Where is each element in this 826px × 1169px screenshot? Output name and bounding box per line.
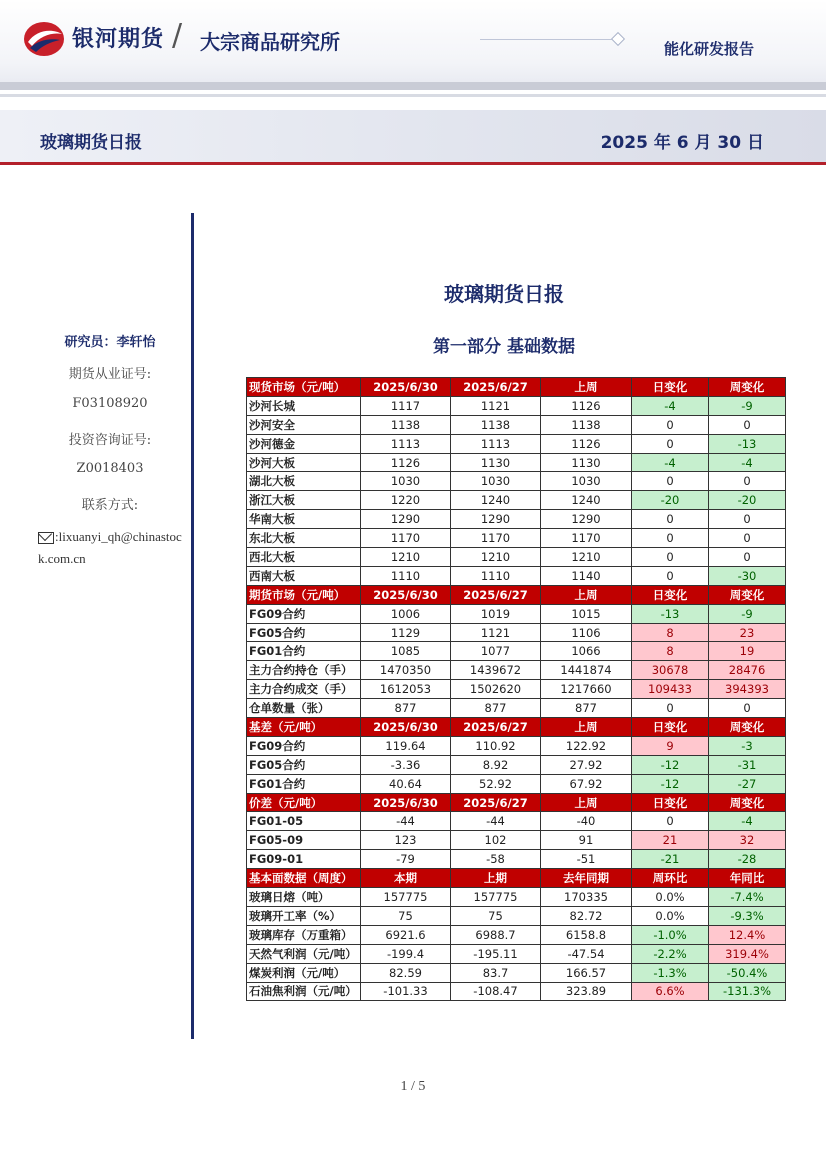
row-label: 浙江大板 [247,491,361,510]
table-row [247,812,786,831]
table-row [247,396,786,415]
row-label: 现货市场（元/吨） [247,378,361,397]
table-row [247,850,786,869]
table-cell: 1015 [541,604,632,623]
table-cell: 75 [451,906,541,925]
table-cell: 1126 [361,453,451,472]
table-cell: -9 [709,396,786,415]
table-cell: 2025/6/30 [361,793,451,812]
table-cell: 1126 [541,396,632,415]
table-cell: 1077 [451,642,541,661]
table-cell: -1.0% [632,925,709,944]
table-cell: 52.92 [451,774,541,793]
table-cell: -2.2% [632,944,709,963]
table-cell: 1170 [361,529,451,548]
table-cell: 28476 [709,661,786,680]
page-title: 玻璃期货日报 [444,282,564,306]
table-cell: -30 [709,566,786,585]
table-cell: 170335 [541,888,632,907]
table-cell: 1138 [361,415,451,434]
header-stripe-thin [0,94,826,97]
table-cell: 0 [709,472,786,491]
table-cell: 27.92 [541,755,632,774]
table-row [247,699,786,718]
row-label: FG01合约 [247,774,361,793]
table-cell: -131.3% [709,982,786,1001]
table-cell: 0.0% [632,906,709,925]
table-header-row [247,793,786,812]
table-row [247,491,786,510]
table-row [247,453,786,472]
row-label: 主力合约成交（手） [247,680,361,699]
table-cell: 2025/6/27 [451,378,541,397]
table-cell: 1085 [361,642,451,661]
table-cell: 123 [361,831,451,850]
table-cell: -12 [632,774,709,793]
table-cell: 1170 [541,529,632,548]
table-cell: 日变化 [632,793,709,812]
table-cell: 1240 [541,491,632,510]
table-header-row [247,718,786,737]
table-cell: 0 [632,812,709,831]
table-cell: -101.33 [361,982,451,1001]
table-row [247,680,786,699]
table-cell: 1130 [451,453,541,472]
row-label: 湖北大板 [247,472,361,491]
table-cell: 0 [632,434,709,453]
table-cell: 1129 [361,623,451,642]
table-row [247,925,786,944]
table-cell: 2025/6/27 [451,793,541,812]
table-cell: 1290 [451,510,541,529]
table-cell: -44 [361,812,451,831]
table-cell: 0 [632,699,709,718]
data-table [246,377,786,1001]
table-cell: -31 [709,755,786,774]
institute-name: 大宗商品研究所 [200,30,340,54]
table-cell: 1502620 [451,680,541,699]
table-cell: 91 [541,831,632,850]
table-cell: 19 [709,642,786,661]
table-row [247,944,786,963]
section-title: 第一部分 基础数据 [433,337,575,357]
contact-email[interactable] [38,526,188,570]
table-cell: 上周 [541,378,632,397]
contact-label: 联系方式: [81,498,139,513]
table-cell: 0 [709,548,786,567]
table-cell: 日变化 [632,585,709,604]
row-label: 玻璃开工率（%） [247,906,361,925]
table-cell: 2025/6/30 [361,378,451,397]
table-row [247,529,786,548]
galaxy-futures-logo-icon [22,20,66,58]
table-cell: 1217660 [541,680,632,699]
brand-divider: / [172,18,183,53]
table-cell: 1113 [361,434,451,453]
table-row [247,736,786,755]
table-cell: -20 [632,491,709,510]
table-cell: -47.54 [541,944,632,963]
table-cell: 1130 [541,453,632,472]
table-cell: -44 [451,812,541,831]
table-cell: 1612053 [361,680,451,699]
table-cell: -4 [709,453,786,472]
table-cell: -13 [632,604,709,623]
table-cell: 877 [451,699,541,718]
row-label: 煤炭利润（元/吨） [247,963,361,982]
table-cell: 1290 [361,510,451,529]
table-cell: -27 [709,774,786,793]
table-row [247,548,786,567]
table-cell: -3.36 [361,755,451,774]
table-cell: 1121 [451,623,541,642]
table-row [247,623,786,642]
table-cell: -4 [709,812,786,831]
table-cell: 8 [632,623,709,642]
table-row [247,604,786,623]
row-label: 沙河大板 [247,453,361,472]
table-cell: 上周 [541,793,632,812]
table-cell: -1.3% [632,963,709,982]
researcher-name: 研究员：李轩怡 [64,335,156,350]
table-cell: 102 [451,831,541,850]
table-cell: 1170 [451,529,541,548]
table-cell: 1110 [361,566,451,585]
row-label: 仓单数量（张） [247,699,361,718]
table-cell: 0 [632,415,709,434]
table-cell: 1210 [451,548,541,567]
table-cell: 2025/6/30 [361,718,451,737]
row-label: FG09-01 [247,850,361,869]
table-cell: 122.92 [541,736,632,755]
table-cell: 周变化 [709,718,786,737]
invest-cert-label: 投资咨询证号: [68,433,152,448]
table-cell: 67.92 [541,774,632,793]
table-cell: 2025/6/30 [361,585,451,604]
table-cell: 0 [632,566,709,585]
table-cell: 1439672 [451,661,541,680]
row-label: 沙河德金 [247,434,361,453]
table-cell: 1110 [451,566,541,585]
table-cell: 109433 [632,680,709,699]
table-cell: 319.4% [709,944,786,963]
table-cell: 1117 [361,396,451,415]
row-label: 玻璃日熔（吨） [247,888,361,907]
table-cell: -9 [709,604,786,623]
table-cell: 0 [632,510,709,529]
table-cell: -3 [709,736,786,755]
table-row [247,774,786,793]
table-cell: -4 [632,396,709,415]
table-cell: -28 [709,850,786,869]
table-cell: -20 [709,491,786,510]
table-cell: -58 [451,850,541,869]
table-header-row [247,585,786,604]
table-header-row [247,378,786,397]
decorative-line [480,39,616,40]
table-cell: 23 [709,623,786,642]
table-cell: 0 [709,510,786,529]
table-cell: 394393 [709,680,786,699]
table-cell: 1121 [451,396,541,415]
table-cell: 上周 [541,718,632,737]
table-cell: 40.64 [361,774,451,793]
table-row [247,888,786,907]
table-cell: -79 [361,850,451,869]
table-row [247,642,786,661]
table-cell: 323.89 [541,982,632,1001]
report-title-bar: 玻璃期货日报 [40,133,142,153]
row-label: 西南大板 [247,566,361,585]
table-row [247,566,786,585]
table-cell: 0 [709,529,786,548]
table-cell: 1441874 [541,661,632,680]
table-cell: -108.47 [451,982,541,1001]
row-label: 华南大板 [247,510,361,529]
table-cell: 8 [632,642,709,661]
table-cell: 1030 [361,472,451,491]
table-cell: 0 [632,472,709,491]
table-cell: 157775 [451,888,541,907]
row-label: 主力合约持仓（手） [247,661,361,680]
brand-name: 银河期货 [72,27,165,52]
table-cell: 0 [709,415,786,434]
row-label: 沙河安全 [247,415,361,434]
table-row [247,982,786,1001]
table-cell: 上周 [541,585,632,604]
table-cell: 0.0% [632,888,709,907]
table-cell: 1470350 [361,661,451,680]
header-stripe [0,82,826,90]
table-cell: -9.3% [709,906,786,925]
table-cell: 877 [361,699,451,718]
row-label: 东北大板 [247,529,361,548]
row-label: FG05合约 [247,623,361,642]
table-cell: 2025/6/27 [451,585,541,604]
table-cell: 周变化 [709,378,786,397]
table-cell: 1006 [361,604,451,623]
table-cell: -4 [632,453,709,472]
table-cell: 0 [709,699,786,718]
table-cell: 1113 [451,434,541,453]
table-cell: 1140 [541,566,632,585]
table-cell: 30678 [632,661,709,680]
row-label: FG05合约 [247,755,361,774]
table-cell: 8.92 [451,755,541,774]
table-cell: 1030 [451,472,541,491]
table-cell: 157775 [361,888,451,907]
title-bar-rule [0,162,826,165]
table-cell: 年同比 [709,869,786,888]
table-cell: 166.57 [541,963,632,982]
table-row [247,755,786,774]
row-label: 石油焦利润（元/吨） [247,982,361,1001]
table-cell: 21 [632,831,709,850]
table-cell: 1220 [361,491,451,510]
table-cell: 32 [709,831,786,850]
table-row [247,472,786,491]
row-label: FG09合约 [247,736,361,755]
table-row [247,831,786,850]
table-cell: 去年同期 [541,869,632,888]
table-row [247,661,786,680]
table-row [247,510,786,529]
row-label: 基本面数据（周度） [247,869,361,888]
table-cell: -51 [541,850,632,869]
row-label: FG05-09 [247,831,361,850]
table-cell: 1066 [541,642,632,661]
table-cell: 119.64 [361,736,451,755]
table-cell: -13 [709,434,786,453]
table-cell: 6158.8 [541,925,632,944]
row-label: 沙河长城 [247,396,361,415]
row-label: 天然气利润（元/吨） [247,944,361,963]
table-cell: 1126 [541,434,632,453]
table-cell: 1290 [541,510,632,529]
row-label: 期货市场（元/吨） [247,585,361,604]
table-cell: -50.4% [709,963,786,982]
table-cell: 0 [632,529,709,548]
table-row [247,434,786,453]
table-cell: 1210 [541,548,632,567]
table-cell: 本期 [361,869,451,888]
table-header-row [247,869,786,888]
row-label: FG09合约 [247,604,361,623]
report-type: 能化研发报告 [663,40,754,58]
table-row [247,963,786,982]
row-label: 西北大板 [247,548,361,567]
table-cell: -12 [632,755,709,774]
table-cell: 周变化 [709,585,786,604]
table-cell: 1240 [451,491,541,510]
table-cell: 83.7 [451,963,541,982]
row-label: FG01-05 [247,812,361,831]
table-cell: 日变化 [632,378,709,397]
page-number: 1 / 5 [400,1079,426,1094]
row-label: 玻璃库存（万重箱） [247,925,361,944]
table-cell: 82.72 [541,906,632,925]
table-cell: 1138 [451,415,541,434]
table-cell: 6921.6 [361,925,451,944]
table-row [247,415,786,434]
table-cell: 6988.7 [451,925,541,944]
table-cell: 6.6% [632,982,709,1001]
email-text[interactable]: :lixuanyi_qh@chinastock.com.cn [38,529,182,566]
table-cell: 82.59 [361,963,451,982]
row-label: 基差（元/吨） [247,718,361,737]
table-cell: 1106 [541,623,632,642]
table-cell: 上期 [451,869,541,888]
envelope-icon [38,532,54,544]
table-cell: 110.92 [451,736,541,755]
table-cell: 1019 [451,604,541,623]
row-label: FG01合约 [247,642,361,661]
table-cell: 1210 [361,548,451,567]
table-cell: 9 [632,736,709,755]
table-cell: -21 [632,850,709,869]
futures-cert-number: F03108920 [72,396,148,411]
table-cell: -195.11 [451,944,541,963]
table-cell: 877 [541,699,632,718]
table-cell: 2025/6/27 [451,718,541,737]
table-cell: -199.4 [361,944,451,963]
table-cell: 1030 [541,472,632,491]
table-cell: 75 [361,906,451,925]
table-cell: 0 [632,548,709,567]
row-label: 价差（元/吨） [247,793,361,812]
table-cell: 周环比 [632,869,709,888]
table-cell: -40 [541,812,632,831]
table-cell: 日变化 [632,718,709,737]
table-cell: 周变化 [709,793,786,812]
invest-cert-number: Z0018403 [76,461,144,476]
table-cell: 12.4% [709,925,786,944]
report-date: 2025 年 6 月 30 日 [600,133,764,153]
table-cell: -7.4% [709,888,786,907]
table-cell: 1138 [541,415,632,434]
table-row [247,906,786,925]
futures-cert-label: 期货从业证号: [68,367,152,382]
